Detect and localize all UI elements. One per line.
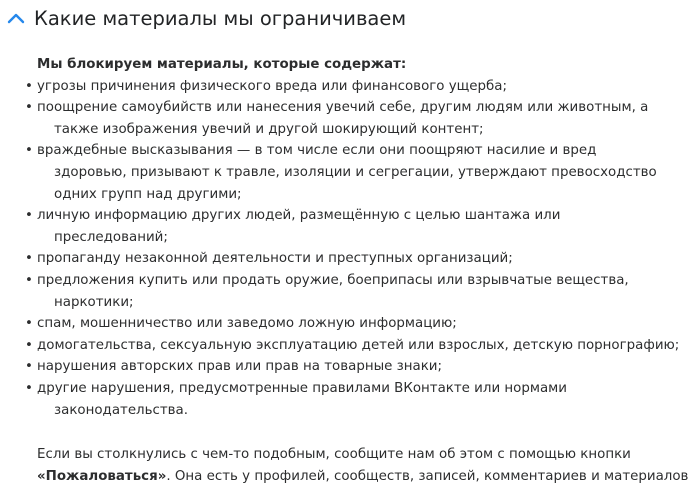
list-item-text: пропаганду незаконной деятельности и преступных организаций; — [37, 251, 513, 267]
list-item — [25, 248, 689, 270]
bullet-icon: • — [25, 337, 33, 353]
list-item-text: спам, мошенничество или заведомо ложную информацию; — [37, 316, 457, 332]
report-instructions — [37, 444, 689, 487]
list-item-text: преследований; — [54, 229, 168, 245]
list-item — [25, 335, 689, 357]
bullet-icon: • — [25, 78, 33, 94]
list-item-text: угрозы причинения физического вреда или финансового ущерба; — [37, 78, 507, 94]
bullet-icon: • — [25, 143, 33, 159]
list-item-text: личную информацию других людей, размещённую с целью шантажа или — [37, 208, 561, 224]
list-item-text: предложения купить или продать оружие, боеприпасы или взрывчатые вещества, — [37, 272, 629, 288]
list-item — [25, 97, 689, 140]
bullet-icon: • — [25, 272, 33, 288]
list-item-text: наркотики; — [54, 294, 134, 310]
list-item-text: законодательства. — [54, 402, 189, 418]
bullet-icon: • — [25, 100, 33, 116]
intro-text: Мы блокируем материалы, которые содержат: — [37, 57, 407, 72]
list-item-text: нарушения авторских прав или прав на товарные знаки; — [37, 359, 443, 375]
report-instructions-line-1: Если вы столкнулись с чем-то подобным, сообщите нам об этом с помощью кнопки — [37, 447, 631, 463]
section-header[interactable] — [0, 0, 700, 40]
bullet-icon: • — [25, 316, 33, 332]
bullet-icon: • — [25, 359, 33, 375]
bullet-icon: • — [25, 380, 33, 396]
list-item — [25, 313, 689, 335]
section-title: Какие материалы мы ограничиваем — [34, 7, 407, 30]
list-item-text: враждебные высказывания — в том числе если они поощряют насилие и вред — [37, 143, 597, 159]
list-item — [25, 76, 689, 98]
list-item — [25, 140, 689, 205]
report-instructions-line-2 — [37, 466, 689, 487]
section-content — [25, 54, 689, 487]
list-item-text: здоровью, призывают к травле, изоляции и сегрегации, утверждают превосходство — [54, 164, 657, 180]
list-item — [25, 270, 689, 313]
list-item-text: домогательства, сексуальную эксплуатацию детей или взрослых, детскую порнографию; — [37, 337, 680, 353]
list-item-text: поощрение самоубийств или нанесения увечий себе, другим людям или животным, а — [37, 100, 649, 116]
bullet-icon: • — [25, 208, 33, 224]
list-item — [25, 378, 689, 421]
blocked-content-list — [25, 76, 689, 422]
bullet-icon: • — [25, 251, 33, 267]
list-item-text: также изображения увечий и другой шокирующий контент; — [54, 121, 484, 137]
chevron-up-icon[interactable] — [7, 11, 25, 25]
list-item — [25, 356, 689, 378]
report-button-mention: «Пожаловаться» — [37, 468, 167, 484]
list-item-text: одних групп над другими; — [54, 186, 242, 202]
list-item-text: другие нарушения, предусмотренные правилами ВКонтакте или нормами — [37, 380, 567, 396]
report-instructions-rest: . Она есть у профилей, сообществ, записей, комментариев и материалов — [166, 468, 689, 484]
list-item — [25, 205, 689, 248]
